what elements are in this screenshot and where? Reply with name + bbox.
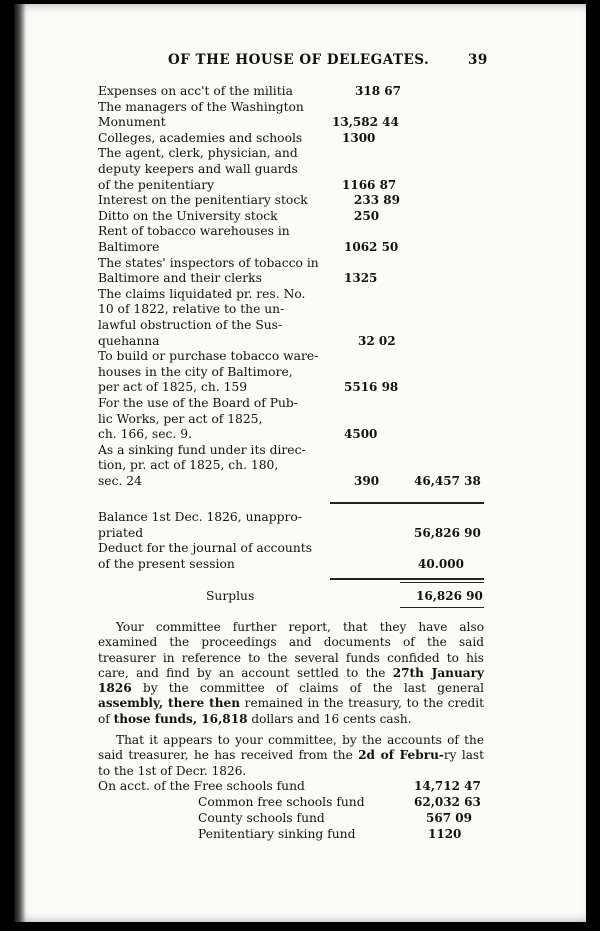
expense-label: The managers of the Washington Monument xyxy=(98,99,304,130)
committee-report-paragraph xyxy=(98,620,484,727)
fund-amount: 1120 xyxy=(428,827,462,841)
surplus-underline xyxy=(400,607,484,608)
treasurer-date: 2d of Febru- xyxy=(358,748,444,763)
expense-label: For the use of the Board of Pub- lic Works, per act of 1825, ch. 166, sec. 9. xyxy=(98,395,298,442)
fund-label: County schools fund xyxy=(198,811,325,825)
balance-row xyxy=(0,510,600,541)
expense-entry xyxy=(0,256,600,287)
balance-amount: 56,826 90 xyxy=(414,525,481,540)
expense-label: The claims liquidated pr. res. No. 10 of 1822, relative to the un- lawful obstruction of the Sus- quehanna xyxy=(98,286,306,348)
expense-label: Interest on the penitentiary stock xyxy=(98,193,308,208)
report-date: 27th January 1826 xyxy=(98,665,484,696)
surplus-amount: 16,826 90 xyxy=(416,589,483,603)
expense-label: Ditto on the University stock xyxy=(98,208,278,223)
deduct-row xyxy=(0,541,600,572)
expense-label: To build or purchase tobacco ware- houses in the city of Baltimore, per act of 1825, ch. 159 xyxy=(98,349,319,395)
expense-label: Colleges, academies and schools xyxy=(98,130,303,145)
expense-amount: 4500 xyxy=(344,427,378,442)
report-text: dollars and 16 cents cash. xyxy=(247,711,412,726)
report-text: Your committee further report, that they have also examined the proceedings and documents of the said treasurer in reference to the several funds confided to his care, and find by an account settled to the xyxy=(98,620,484,680)
surplus-rule xyxy=(330,578,484,580)
expense-entry xyxy=(0,349,600,396)
expense-amount: 5516 98 xyxy=(344,380,399,395)
treasurer-text: That it appears to your committee, by the accounts of the said treasurer, he has received from the xyxy=(98,733,484,763)
report-text: remained in the treasury, to the credit of xyxy=(98,696,484,726)
expense-entry xyxy=(0,209,600,225)
fund-label: Common free schools fund xyxy=(198,795,365,809)
deduct-amount: 40.000 xyxy=(418,556,464,571)
expense-amount: 233 89 xyxy=(354,193,400,208)
expense-label: The agent, clerk, physician, and deputy keepers and wall guards of the penitentiary xyxy=(98,146,298,192)
expense-amount: 1325 xyxy=(344,271,378,286)
expense-label: Rent of tobacco warehouses in Baltimore xyxy=(98,224,290,254)
running-head xyxy=(0,52,600,72)
expense-amount: 13,582 44 xyxy=(332,115,399,130)
expense-entry xyxy=(0,396,600,443)
surplus-rule-thin xyxy=(400,582,484,583)
expense-label: As a sinking fund under its direc- tion, pr. act of 1825, ch. 180, sec. 24 xyxy=(98,442,306,488)
report-text-bold: assembly, there then xyxy=(98,696,241,711)
expense-amount: 390 xyxy=(354,473,380,488)
fund-amount: 62,032 63 xyxy=(414,795,481,809)
expense-amount: 1062 50 xyxy=(344,239,399,254)
expense-entry xyxy=(0,193,600,209)
treasurer-paragraph xyxy=(98,733,484,779)
expense-amount: 250 xyxy=(354,208,380,223)
expense-entry xyxy=(0,100,600,131)
expense-amount: 1166 87 xyxy=(342,177,397,192)
expense-amount: 318 67 xyxy=(355,84,401,98)
expense-amount: 1300 xyxy=(342,130,376,145)
deduct-label: Deduct for the journal of accounts of the present session xyxy=(98,541,313,571)
expense-amount: 32 02 xyxy=(358,333,396,348)
surplus-label: Surplus xyxy=(206,589,255,603)
fund-intro: On acct. of the Free schools fund xyxy=(98,779,305,793)
fund-amount: 14,712 47 xyxy=(414,779,481,793)
balance-label: Balance 1st Dec. 1826, unappro- priated xyxy=(98,510,302,540)
total-rule xyxy=(330,502,484,504)
report-text-bold: those funds, 16,818 xyxy=(113,711,248,726)
expense-entry xyxy=(0,443,600,490)
treasurer-text: ry last to the 1st of Decr. 1826. xyxy=(98,748,484,778)
expense-entry xyxy=(0,287,600,349)
page-number: 39 xyxy=(468,52,488,68)
expense-entry xyxy=(0,224,600,255)
expense-list xyxy=(0,84,600,490)
expense-label: The states' inspectors of tobacco in Baltimore and their clerks xyxy=(98,255,319,286)
expense-entry xyxy=(0,84,600,100)
fund-label: Penitentiary sinking fund xyxy=(198,827,356,841)
fund-amount: 567 09 xyxy=(426,811,472,825)
expense-total: 46,457 38 xyxy=(414,473,481,488)
expense-entry xyxy=(0,146,600,193)
expense-entry xyxy=(0,131,600,147)
report-text: by the committee of claims of the last general xyxy=(131,681,484,696)
expense-label: Expenses on acc't of the militia xyxy=(98,84,293,98)
running-head-title: OF THE HOUSE OF DELEGATES. xyxy=(168,52,430,68)
